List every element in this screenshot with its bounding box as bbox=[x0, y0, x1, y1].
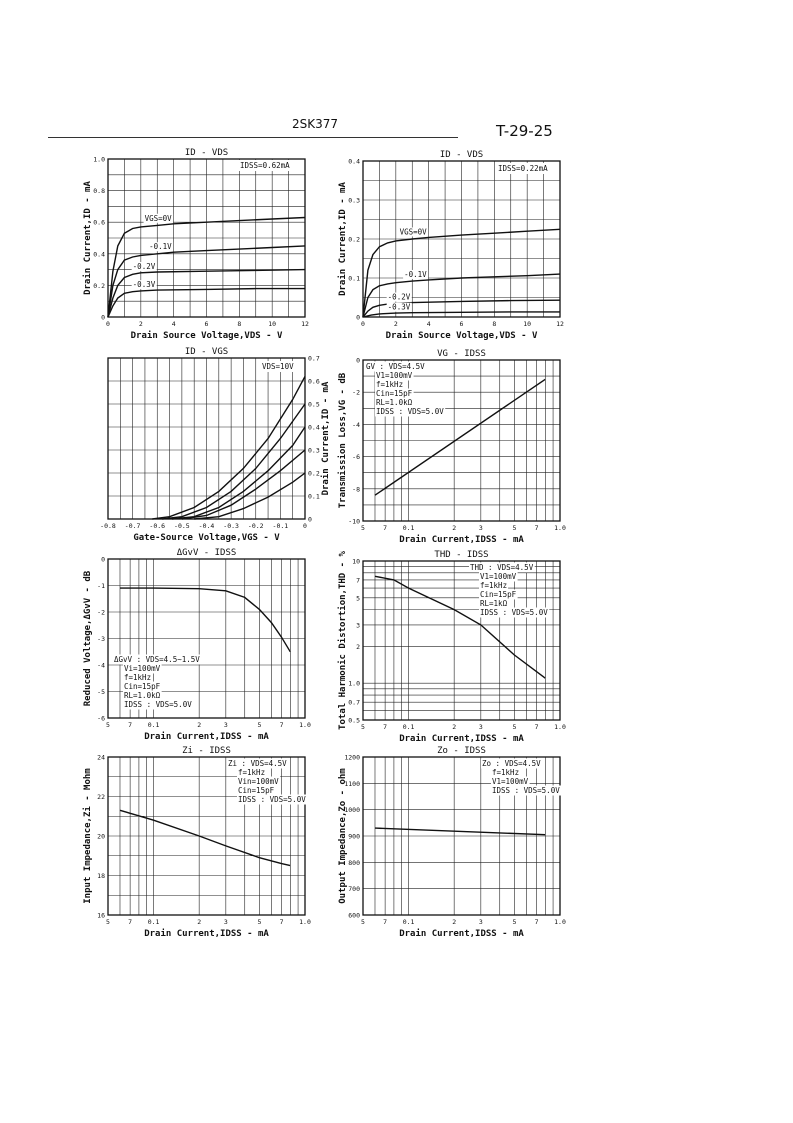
y-tick-label: 0.7 bbox=[308, 354, 320, 363]
chart-title: THD - IDSS bbox=[434, 550, 489, 560]
y-tick-label: 0.2 bbox=[348, 235, 360, 244]
y-tick-label: 1.0 bbox=[348, 679, 360, 688]
y-tick-label: 0.7 bbox=[348, 698, 360, 707]
x-tick-label: 1.0 bbox=[554, 918, 566, 926]
y-tick-label: 0.1 bbox=[348, 274, 360, 283]
x-tick-label: 12 bbox=[556, 320, 564, 328]
y-tick-label: -8 bbox=[352, 485, 360, 494]
x-tick-label: 7 bbox=[383, 918, 388, 926]
x-tick-label: 2 bbox=[197, 721, 202, 729]
condition-note-line: Vi=100mV bbox=[124, 664, 161, 673]
y-tick-label: 2 bbox=[356, 642, 360, 651]
x-tick-label: 5 bbox=[257, 721, 262, 729]
y-axis-label: Input Impedance,Zi - Mohm bbox=[83, 768, 93, 904]
y-tick-label: 0.3 bbox=[308, 446, 320, 455]
y-tick-label: 800 bbox=[348, 858, 360, 867]
y-tick-label: 1000 bbox=[344, 806, 360, 815]
x-tick-label: 2 bbox=[452, 524, 457, 532]
chart-title: ID - VGS bbox=[184, 347, 229, 357]
y-tick-label: 18 bbox=[97, 872, 105, 880]
y-tick-label: -4 bbox=[97, 661, 105, 670]
chart-title: ID - VDS bbox=[439, 150, 484, 160]
x-tick-label: 5 bbox=[106, 918, 110, 926]
x-tick-label: 5 bbox=[361, 723, 365, 731]
y-tick-label: -1 bbox=[97, 582, 105, 590]
x-tick-label: 8 bbox=[237, 320, 242, 328]
condition-note-line: Zo : VDS=4.5V bbox=[482, 759, 541, 768]
x-tick-label: 2 bbox=[452, 918, 457, 926]
y-tick-label: -10 bbox=[348, 517, 360, 526]
x-tick-label: 5 bbox=[512, 918, 517, 926]
x-tick-label: 7 bbox=[128, 918, 133, 926]
x-tick-label: 2 bbox=[138, 320, 143, 328]
series-label: -0.1V bbox=[149, 242, 172, 252]
condition-note-line: V1=100mV bbox=[492, 777, 529, 786]
x-axis-label: Drain Source Voltage,VDS - V bbox=[385, 331, 538, 341]
y-axis-label: Output Impedance,Zo - ohm bbox=[338, 768, 348, 904]
y-tick-label: -6 bbox=[352, 453, 360, 462]
y-tick-label: 600 bbox=[348, 911, 360, 920]
x-tick-label: 0.1 bbox=[402, 918, 415, 926]
condition-note-line: IDSS : VDS=5.0V bbox=[492, 786, 560, 795]
condition-note-line: Cin=15pF bbox=[480, 590, 517, 599]
y-tick-label: 24 bbox=[97, 753, 105, 762]
y-axis-label: Transmission Loss,VG - dB bbox=[338, 372, 348, 509]
x-tick-label: 0 bbox=[361, 320, 365, 328]
x-axis-label: Drain Current,IDSS - mA bbox=[144, 929, 269, 939]
x-tick-label: 0.1 bbox=[147, 721, 160, 729]
condition-note-line: RL=1kΩ bbox=[480, 599, 508, 608]
x-axis-label: Drain Current,IDSS - mA bbox=[399, 734, 524, 744]
x-tick-label: -0.6 bbox=[149, 522, 166, 530]
x-tick-label: -0.3 bbox=[223, 522, 239, 530]
series-label: -0.1V bbox=[404, 269, 427, 279]
condition-note-line: f=1kHz bbox=[492, 768, 520, 777]
condition-note-line: f=1kHz bbox=[124, 673, 152, 682]
y-tick-label: -6 bbox=[97, 714, 105, 723]
condition-note-line: IDSS : VDS=5.0V bbox=[480, 608, 548, 617]
x-tick-label: 5 bbox=[361, 918, 365, 926]
y-tick-label: 22 bbox=[97, 793, 105, 801]
x-tick-label: 1.0 bbox=[299, 721, 311, 729]
y-tick-label: 0.4 bbox=[93, 250, 105, 259]
x-tick-label: 10 bbox=[268, 320, 277, 328]
series-label: -0.2V bbox=[387, 292, 411, 302]
condition-note-line: RL=1.0kΩ bbox=[376, 398, 413, 407]
y-tick-label: 1.0 bbox=[93, 155, 105, 164]
x-tick-label: 0 bbox=[106, 320, 110, 328]
y-tick-label: 0.4 bbox=[348, 157, 360, 166]
x-tick-label: 10 bbox=[523, 320, 532, 328]
y-axis-label: Drain Current,ID - mA bbox=[83, 181, 93, 295]
y-tick-label: 0 bbox=[356, 313, 360, 322]
condition-note-line: V1=100mV bbox=[480, 572, 517, 581]
x-tick-label: 3 bbox=[478, 918, 483, 926]
condition-note: VDS=10V bbox=[262, 362, 294, 371]
x-tick-label: -0.1 bbox=[272, 522, 289, 530]
series-label: -0.2V bbox=[132, 261, 156, 271]
x-tick-label: 7 bbox=[383, 524, 388, 532]
x-tick-label: 0.1 bbox=[147, 918, 160, 926]
x-axis-label: Drain Current,IDSS - mA bbox=[399, 535, 524, 545]
condition-note: IDSS=0.62mA bbox=[240, 161, 290, 170]
series-label: VGS=0V bbox=[399, 227, 427, 237]
condition-note-line: THD : VDS=4.5V bbox=[470, 563, 534, 572]
x-axis-label: Drain Current,IDSS - mA bbox=[144, 732, 269, 742]
x-tick-label: 0.1 bbox=[402, 723, 415, 731]
y-tick-label: 900 bbox=[348, 832, 360, 841]
x-tick-label: 5 bbox=[257, 918, 262, 926]
x-tick-label: 7 bbox=[128, 721, 133, 729]
x-tick-label: 1.0 bbox=[554, 524, 566, 532]
x-tick-label: -0.4 bbox=[198, 522, 215, 530]
y-tick-label: 7 bbox=[356, 576, 360, 585]
y-axis-label: Reduced Voltage,ΔGvV - dB bbox=[83, 570, 93, 707]
chart-title: VG - IDSS bbox=[437, 349, 486, 359]
x-tick-label: 0 bbox=[303, 522, 307, 530]
condition-note-line: Cin=15pF bbox=[376, 389, 413, 398]
y-tick-label: -2 bbox=[97, 608, 105, 617]
condition-note-line: GV : VDS=4.5V bbox=[366, 362, 425, 371]
y-tick-label: -2 bbox=[352, 388, 360, 397]
y-tick-label: -3 bbox=[97, 635, 105, 643]
y-tick-label: 5 bbox=[356, 594, 360, 603]
y-tick-label: 10 bbox=[352, 557, 360, 566]
condition-note-line: IDSS : VDS=5.0V bbox=[238, 795, 306, 804]
x-tick-label: 7 bbox=[383, 723, 388, 731]
y-tick-label: 0.6 bbox=[93, 218, 105, 227]
x-tick-label: 2 bbox=[452, 723, 457, 731]
x-tick-label: 7 bbox=[279, 721, 284, 729]
y-tick-label: -4 bbox=[352, 420, 360, 429]
y-tick-label: -5 bbox=[97, 688, 105, 696]
y-tick-label: 0.4 bbox=[308, 423, 320, 432]
x-tick-label: 12 bbox=[301, 320, 309, 328]
x-tick-label: 6 bbox=[459, 320, 464, 328]
x-tick-label: 4 bbox=[426, 320, 431, 328]
chart-title: Zi - IDSS bbox=[182, 746, 231, 756]
y-tick-label: 0.3 bbox=[348, 196, 360, 205]
y-tick-label: 1200 bbox=[344, 753, 360, 762]
y-tick-label: 3 bbox=[356, 621, 360, 630]
condition-note-line: Zi : VDS=4.5V bbox=[228, 759, 287, 768]
y-tick-label: 0.2 bbox=[93, 281, 105, 290]
y-tick-label: 20 bbox=[97, 832, 105, 841]
x-tick-label: 3 bbox=[223, 918, 228, 926]
condition-note-line: IDSS : VDS=5.0V bbox=[124, 700, 192, 709]
x-tick-label: 5 bbox=[106, 721, 110, 729]
y-tick-label: 0 bbox=[101, 313, 105, 322]
y-axis-label: Drain Current,ID - mA bbox=[338, 182, 348, 296]
x-tick-label: -0.8 bbox=[100, 522, 116, 530]
x-tick-label: 8 bbox=[492, 320, 497, 328]
x-tick-label: 0.1 bbox=[402, 524, 415, 532]
x-tick-label: -0.7 bbox=[124, 522, 141, 530]
y-tick-label: 0.1 bbox=[308, 492, 320, 501]
series-label: -0.3V bbox=[132, 280, 156, 290]
x-tick-label: 2 bbox=[393, 320, 398, 328]
series-label: -0.3V bbox=[387, 302, 411, 312]
series-line bbox=[375, 828, 545, 835]
x-tick-label: 5 bbox=[361, 524, 365, 532]
part-number: 2SK377 bbox=[292, 117, 339, 131]
y-tick-label: 0.5 bbox=[308, 400, 320, 409]
condition-note-line: RL=1.0kΩ bbox=[124, 691, 161, 700]
x-tick-label: 7 bbox=[279, 918, 284, 926]
condition-note-line: IDSS : VDS=5.0V bbox=[376, 407, 444, 416]
document-code: T-29-25 bbox=[496, 122, 553, 140]
y-tick-label: 1100 bbox=[344, 779, 360, 788]
y-tick-label: 0 bbox=[308, 515, 312, 524]
y-tick-label: 0.8 bbox=[93, 187, 105, 196]
x-tick-label: 3 bbox=[478, 723, 483, 731]
y-tick-label: 0.5 bbox=[348, 716, 360, 725]
condition-note-line: ΔGvV : VDS=4.5~1.5V bbox=[114, 655, 200, 664]
y-tick-label: 0 bbox=[101, 555, 105, 564]
x-tick-label: 3 bbox=[223, 721, 228, 729]
x-tick-label: 7 bbox=[534, 524, 539, 532]
condition-note-line: f=1kHz bbox=[238, 768, 266, 777]
condition-note-line: f=1kHz bbox=[480, 581, 508, 590]
y-tick-label: 700 bbox=[348, 885, 360, 894]
x-tick-label: -0.2 bbox=[247, 522, 264, 530]
condition-note-line: Vin=100mV bbox=[238, 777, 279, 786]
condition-note-line: f=1kHz bbox=[376, 380, 404, 389]
chart-title: ID - VDS bbox=[184, 148, 229, 158]
y-tick-label: 0.6 bbox=[308, 377, 320, 386]
x-axis-label: Drain Source Voltage,VDS - V bbox=[130, 331, 283, 341]
x-tick-label: 5 bbox=[512, 723, 517, 731]
condition-note-line: V1=100mV bbox=[376, 371, 413, 380]
chart-title: Zo - IDSS bbox=[437, 746, 486, 756]
series-label: VGS=0V bbox=[144, 213, 172, 223]
x-tick-label: 7 bbox=[534, 723, 539, 731]
x-tick-label: 4 bbox=[171, 320, 176, 328]
x-tick-label: 5 bbox=[512, 524, 517, 532]
x-tick-label: 2 bbox=[197, 918, 202, 926]
y-tick-label: 0 bbox=[356, 356, 360, 365]
x-tick-label: 6 bbox=[204, 320, 209, 328]
x-tick-label: 1.0 bbox=[554, 723, 566, 731]
condition-note-line: Cin=15pF bbox=[124, 682, 161, 691]
x-tick-label: 7 bbox=[534, 918, 539, 926]
x-tick-label: 3 bbox=[478, 524, 483, 532]
y-axis-label: Drain Current,ID - mA bbox=[321, 381, 331, 496]
chart-title: ΔGvV - IDSS bbox=[176, 548, 237, 558]
y-tick-label: 0.2 bbox=[308, 469, 320, 478]
condition-note: IDSS=0.22mA bbox=[498, 164, 548, 173]
y-tick-label: 16 bbox=[97, 911, 105, 920]
x-tick-label: -0.5 bbox=[174, 522, 190, 530]
condition-note-line: Cin=15pF bbox=[238, 786, 275, 795]
x-tick-label: 1.0 bbox=[299, 918, 311, 926]
x-axis-label: Drain Current,IDSS - mA bbox=[399, 929, 524, 939]
y-axis-label: Total Harmonic Distortion,THD - % bbox=[338, 551, 348, 730]
x-axis-label: Gate-Source Voltage,VGS - V bbox=[133, 533, 280, 543]
